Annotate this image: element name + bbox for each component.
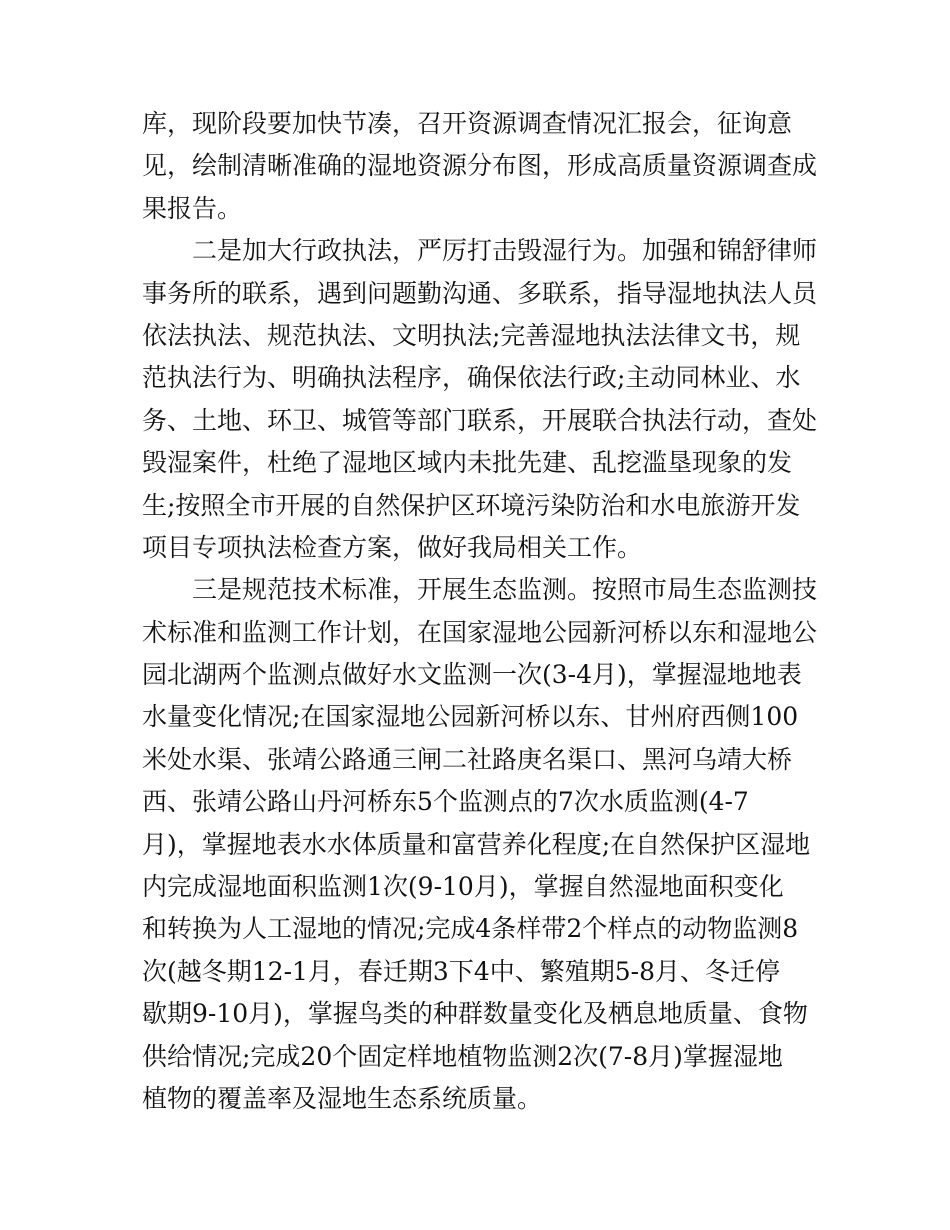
text-line: 术标准和监测工作计划，在国家湿地公园新河桥以东和湿地公 xyxy=(142,617,818,647)
text-line: 供给情况;完成20个固定样地植物监测2次(7-8月)掌握湿地 xyxy=(142,1041,783,1071)
text-line: 内完成湿地面积监测1次(9-10月)，掌握自然湿地面积变化 xyxy=(142,872,784,902)
text-line: 三是规范技术标准，开展生态监测。按照市局生态监测技 xyxy=(142,575,818,605)
document-body xyxy=(142,103,822,1120)
text-line: 毁湿案件，杜绝了湿地区域内未批先建、乱挖滥垦现象的发 xyxy=(142,448,793,478)
text-line: 和转换为人工湿地的情况;完成4条样带2个样点的动物监测8 xyxy=(142,914,799,944)
text-line: 库，现阶段要加快节凑，召开资源调查情况汇报会，征询意 xyxy=(142,109,793,138)
text-line: 植物的覆盖率及湿地生态系统质量。 xyxy=(142,1083,543,1113)
text-line: 水量变化情况;在国家湿地公园新河桥以东、甘州府西侧100 xyxy=(142,702,799,732)
text-line: 次(越冬期12-1月，春迁期3下4中、繁殖期5-8月、冬迁停 xyxy=(142,956,780,986)
text-line: 园北湖两个监测点做好水文监测一次(3-4月)，掌握湿地地表 xyxy=(142,660,802,690)
text-line: 月)，掌握地表水水体质量和富营养化程度;在自然保护区湿地 xyxy=(142,829,811,859)
text-line: 果报告。 xyxy=(142,193,243,223)
text-line: 见，绘制清晰准确的湿地资源分布图，形成高质量资源调查成 xyxy=(142,151,818,181)
text-line: 项目专项执法检查方案，做好我局相关工作。 xyxy=(142,532,643,562)
text-line: 务、土地、环卫、城管等部门联系，开展联合执法行动，查处 xyxy=(142,405,818,435)
text-line: 西、张靖公路山丹河桥东5个监测点的7次水质监测(4-7 xyxy=(142,787,749,817)
text-line: 歇期9-10月)，掌握鸟类的种群数量变化及栖息地质量、食物 xyxy=(142,999,808,1029)
text-line: 二是加大行政执法，严厉打击毁湿行为。加强和锦舒律师 xyxy=(142,236,818,266)
text-line: 米处水渠、张靖公路通三闸二社路庚名渠口、黑河乌靖大桥 xyxy=(142,744,793,774)
text-line: 范执法行为、明确执法程序，确保依法行政;主动同林业、水 xyxy=(142,363,801,393)
text-line: 生;按照全市开展的自然保护区环境污染防治和水电旅游开发 xyxy=(142,490,801,520)
text-line: 依法执法、规范执法、文明执法;完善湿地执法法律文书，规 xyxy=(142,320,801,350)
text-line: 事务所的联系，遇到问题勤沟通、多联系，指导湿地执法人员 xyxy=(142,278,818,308)
